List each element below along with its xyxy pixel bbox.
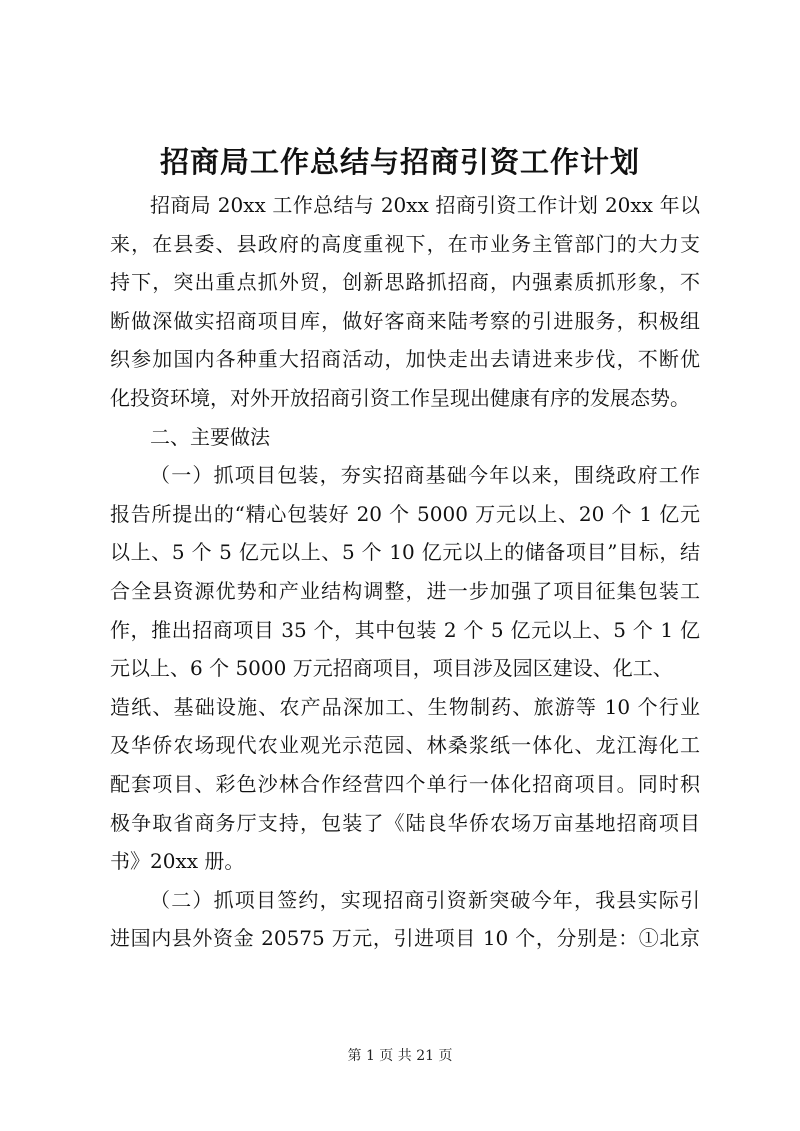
page-footer: 第 1 页 共 21 页	[347, 1048, 453, 1064]
paragraph-line: 书》20xx 册。	[110, 849, 245, 874]
paragraph-line: 合全县资源优势和产业结构调整，进一步加强了项目征集包装工	[110, 578, 700, 603]
paragraph-line: 招商局 20xx 工作总结与 20xx 招商引资工作计划 20xx 年以	[150, 193, 700, 217]
paragraph-line: 织参加国内各种重大招商活动，加快走出去请进来步伐，不断优	[110, 347, 700, 372]
paragraph-line: 配套项目、彩色沙林合作经营四个单行一体化招商项目。同时积	[110, 771, 700, 796]
paragraph-line: 作，推出招商项目 35 个，其中包装 2 个 5 亿元以上、5 个 1 亿	[110, 617, 700, 642]
paragraph-line: 来，在县委、县政府的高度重视下，在市业务主管部门的大力支	[110, 231, 700, 256]
paragraph-line: 极争取省商务厅支持，包装了《陆良华侨农场万亩基地招商项目	[110, 810, 700, 835]
paragraph-line: 元以上、6 个 5000 万元招商项目，项目涉及园区建设、化工、	[110, 656, 673, 681]
paragraph-line: 报告所提出的“精心包装好 20 个 5000 万元以上、20 个 1 亿元	[110, 501, 700, 526]
section-heading: 二、主要做法	[150, 424, 270, 449]
document-body	[110, 186, 700, 958]
paragraph-line: 及华侨农场现代农业观光示范园、林桑浆纸一体化、龙江海化工	[110, 733, 700, 758]
paragraph-line: 进国内县外资金 20575 万元，引进项目 10 个，分别是：①北京	[110, 926, 700, 951]
paragraph-line: 持下，突出重点抓外贸，创新思路抓招商，内强素质抓形象，不	[110, 270, 700, 295]
paragraph-line: 造纸、基础设施、农产品深加工、生物制药、旅游等 10 个行业	[110, 694, 700, 719]
paragraph-line: （二）抓项目签约，实现招商引资新突破今年，我县实际引	[150, 887, 700, 912]
document-title: 招商局工作总结与招商引资工作计划	[159, 145, 640, 179]
paragraph-line: 化投资环境，对外开放招商引资工作呈现出健康有序的发展态势。	[110, 385, 690, 410]
paragraph-line: 以上、5 个 5 亿元以上、5 个 10 亿元以上的储备项目”目标，结	[110, 540, 700, 565]
paragraph-line: 断做深做实招商项目库，做好客商来陆考察的引进服务，积极组	[110, 308, 700, 333]
paragraph-line: （一）抓项目包装，夯实招商基础今年以来，围绕政府工作	[150, 463, 700, 488]
